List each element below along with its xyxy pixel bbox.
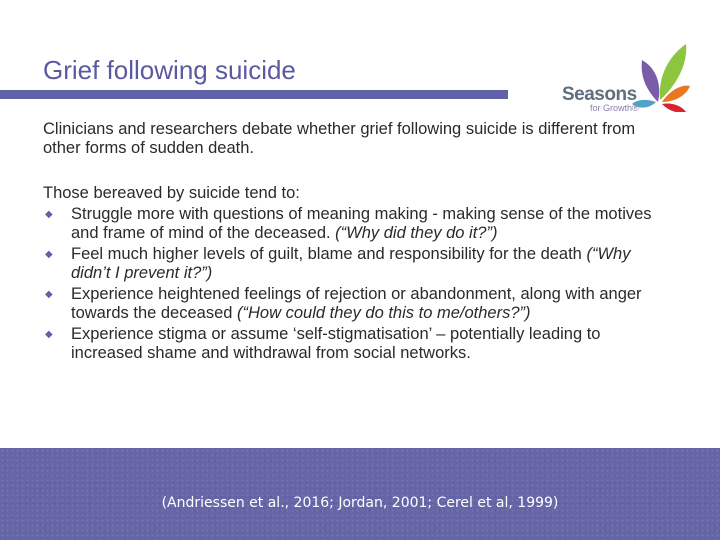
point-text: Experience stigma or assume ‘self-stigmatisation’ – potentially leading to increased shame and withdrawal from social networks.: [71, 325, 601, 362]
point-text: Struggle more with questions of meaning making - making sense of the motives and frame of mind of the deceased.: [71, 205, 652, 242]
purple-leaf: [642, 60, 660, 102]
diamond-bullet-icon: ◆: [45, 289, 53, 300]
citation: (Andriessen et al., 2016; Jordan, 2001; Cerel et al, 1999): [161, 495, 559, 511]
leaves-icon: [632, 40, 690, 112]
list-item: [43, 245, 673, 283]
intro-paragraph: Clinicians and researchers debate whether grief following suicide is different from other forms of sudden death.: [43, 120, 636, 157]
title-underline: [0, 90, 508, 99]
slide-title: Grief following suicide: [43, 55, 296, 85]
list-item: [43, 205, 673, 243]
point-text: Experience heightened feelings of rejection or abandonment, along with anger towards the deceased: [71, 285, 642, 322]
point-quote: (“How could they do this to me/others?”): [237, 304, 531, 322]
slide-body: [43, 120, 673, 365]
list-item: [43, 325, 673, 363]
seasons-for-growth-logo: [560, 40, 690, 120]
footer-band: [0, 448, 720, 540]
red-leaf: [662, 103, 686, 112]
list-item: [43, 285, 673, 323]
bullet-list: [43, 205, 673, 363]
point-quote: (“Why did they do it?”): [335, 224, 498, 242]
diamond-bullet-icon: ◆: [45, 209, 53, 220]
diamond-bullet-icon: ◆: [45, 329, 53, 340]
diamond-bullet-icon: ◆: [45, 249, 53, 260]
point-text: Feel much higher levels of guilt, blame and responsibility for the death: [71, 245, 587, 263]
logo-tagline: for Growth®: [590, 103, 639, 113]
point-quote: (“Why didn’t I prevent it?”): [71, 245, 631, 282]
logo-wordmark: Seasons: [562, 84, 637, 105]
list-lead: Those bereaved by suicide tend to:: [43, 184, 300, 202]
